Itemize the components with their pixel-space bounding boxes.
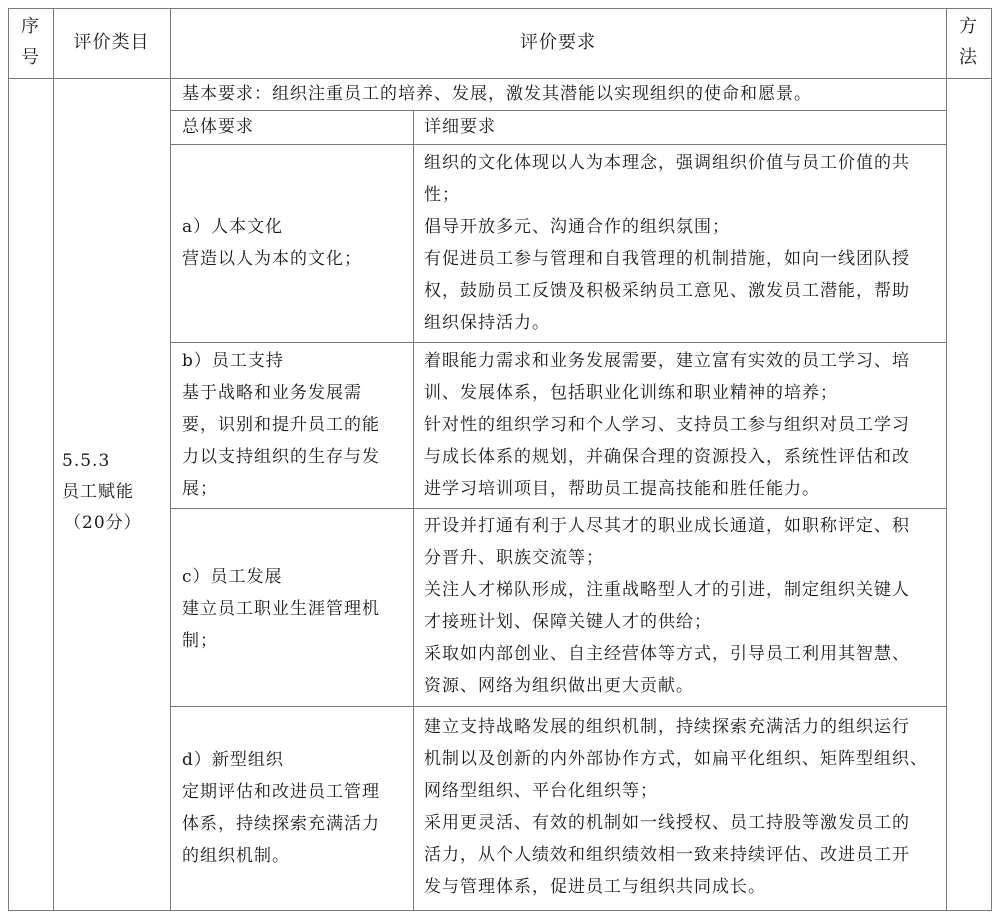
overall-line: b）员工支持 bbox=[182, 351, 284, 371]
header-method-line2: 法 bbox=[959, 47, 978, 68]
detail-line: 活力，从个人绩效和组织绩效相一致来持续评估、改进员工开 bbox=[424, 845, 910, 865]
detail-line: 针对性的组织学习和个人学习、支持员工参与组织对员工学习 bbox=[424, 415, 910, 435]
overall-line: 定期评估和改进员工管理 bbox=[182, 782, 380, 802]
section-a-overall bbox=[182, 211, 362, 275]
detail-line: 与成长体系的规划，并确保合理的资源投入，系统性评估和改 bbox=[424, 447, 910, 467]
detail-line: 关注人才梯队形成，注重战略型人才的引进，制定组织关键人 bbox=[424, 580, 910, 600]
section-b-overall bbox=[182, 345, 380, 505]
subheader-detail: 详细要求 bbox=[424, 117, 496, 137]
detail-line: 分晋升、职族交流等； bbox=[424, 548, 604, 568]
header-method-line1: 方 bbox=[959, 16, 978, 37]
detail-line: 组织的文化体现以人为本理念，强调组织价值与员工价值的共 bbox=[424, 153, 910, 173]
item-code: 5.5.3 bbox=[62, 451, 111, 471]
detail-line: 训、发展体系，包括职业化训练和职业精神的培养； bbox=[424, 383, 838, 403]
overall-line: a）人本文化 bbox=[182, 217, 284, 237]
overall-line: 建立员工职业生涯管理机 bbox=[182, 599, 380, 619]
detail-line: 采取如内部创业、自主经营体等方式，引导员工利用其智慧、 bbox=[424, 644, 910, 664]
section-a-detail bbox=[424, 147, 910, 339]
detail-line: 有促进员工参与管理和自我管理的机制措施，如向一线团队授 bbox=[424, 249, 910, 269]
header-requirement: 评价要求 bbox=[520, 32, 596, 53]
detail-line: 网络型组织、平台化组织等； bbox=[424, 781, 658, 801]
section-c-detail bbox=[424, 510, 910, 702]
overall-line: 展； bbox=[182, 479, 218, 499]
header-no-line2: 号 bbox=[21, 47, 40, 68]
detail-line: 性； bbox=[424, 185, 460, 205]
overall-line: 制； bbox=[182, 631, 218, 651]
detail-line: 着眼能力需求和业务发展需要，建立富有实效的员工学习、培 bbox=[424, 351, 910, 371]
detail-line: 采用更灵活、有效的机制如一线授权、员工持股等激发员工的 bbox=[424, 813, 910, 833]
detail-line: 权，鼓励员工反馈及积极采纳员工意见、激发员工潜能，帮助 bbox=[424, 281, 910, 301]
header-no-line1: 序 bbox=[21, 16, 40, 37]
item-score: （20分） bbox=[64, 513, 142, 533]
overall-line: 要，识别和提升员工的能 bbox=[182, 415, 380, 435]
detail-line: 资源、网络为组织做出更大贡献。 bbox=[424, 676, 694, 696]
section-d-overall bbox=[182, 744, 380, 872]
detail-line: 机制以及创新的内外部协作方式，如扁平化组织、矩阵型组织、 bbox=[424, 749, 928, 769]
overall-line: d）新型组织 bbox=[182, 750, 284, 770]
detail-line: 组织保持活力。 bbox=[424, 313, 550, 333]
header-category: 评价类目 bbox=[73, 32, 150, 53]
overall-line: 的组织机制。 bbox=[182, 846, 290, 866]
detail-line: 才接班计划、保障关键人才的供给； bbox=[424, 612, 712, 632]
detail-line: 发与管理体系，促进员工与组织共同成长。 bbox=[424, 877, 766, 897]
basic-requirement: 基本要求：组织注重员工的培养、发展，激发其潜能以实现组织的使命和愿景。 bbox=[182, 84, 812, 104]
subheader-overall: 总体要求 bbox=[182, 117, 254, 137]
detail-line: 进学习培训项目，帮助员工提高技能和胜任能力。 bbox=[424, 479, 820, 499]
overall-line: c）员工发展 bbox=[182, 567, 283, 587]
overall-line: 体系，持续探索充满活力 bbox=[182, 814, 380, 834]
overall-line: 力以支持组织的生存与发 bbox=[182, 447, 380, 467]
overall-line: 营造以人为本的文化； bbox=[182, 249, 362, 269]
detail-line: 建立支持战略发展的组织机制，持续探索充满活力的组织运行 bbox=[424, 717, 910, 737]
detail-line: 倡导开放多元、沟通合作的组织氛围； bbox=[424, 217, 730, 237]
section-b-detail bbox=[424, 345, 910, 505]
detail-line: 开设并打通有利于人尽其才的职业成长通道，如职称评定、积 bbox=[424, 516, 910, 536]
item-name: 员工赋能 bbox=[62, 482, 134, 502]
section-c-overall bbox=[182, 561, 380, 657]
section-d-detail bbox=[424, 711, 928, 903]
overall-line: 基于战略和业务发展需 bbox=[182, 383, 362, 403]
